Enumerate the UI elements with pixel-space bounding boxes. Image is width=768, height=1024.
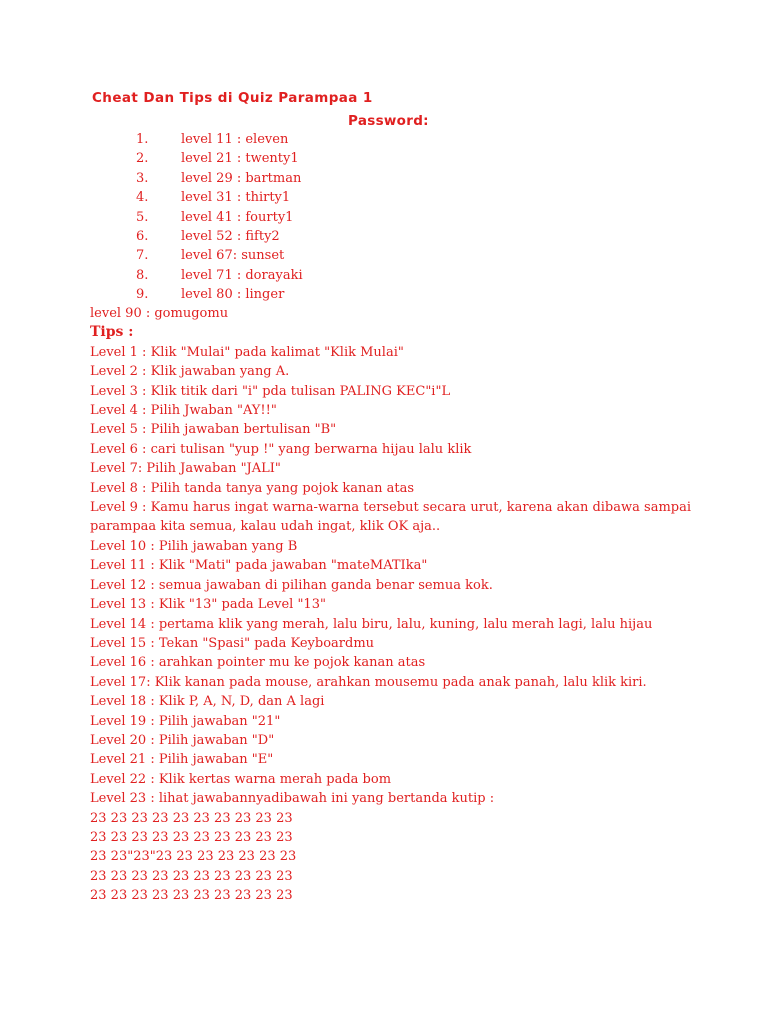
tips-list (90, 343, 750, 809)
number-grid (90, 809, 750, 906)
password-text: level 67: sunset (181, 248, 285, 264)
tips-heading: Tips : (90, 324, 134, 341)
tip-line: Level 14 : pertama klik yang merah, lalu biru, lalu, kuning, lalu merah lagi, lalu hijau (90, 616, 653, 632)
password-number: 9. (136, 287, 149, 303)
number-row: 23 23 23 23 23 23 23 23 23 23 (90, 829, 293, 845)
tip-line: Level 15 : Tekan "Spasi" pada Keyboardmu (90, 635, 375, 651)
extra-password-line: level 90 : gomugomu (90, 306, 229, 321)
password-text: level 11 : eleven (181, 132, 289, 147)
tip-line: Level 4 : Pilih Jwaban "AY!!" (90, 403, 277, 419)
tip-line: Level 19 : Pilih jawaban "21" (90, 713, 281, 729)
password-list (0, 130, 700, 305)
number-row: 23 23 23 23 23 23 23 23 23 23 (90, 888, 293, 904)
password-number: 3. (136, 170, 149, 186)
password-text: level 71 : dorayaki (181, 267, 303, 283)
password-number: 7. (136, 248, 149, 264)
password-number: 6. (136, 228, 149, 244)
tip-line: Level 6 : cari tulisan "yup !" yang berwarna hijau lalu klik (90, 441, 472, 457)
tip-line: Level 12 : semua jawaban di pilihan ganda benar semua kok. (90, 577, 493, 593)
tip-line: Level 11 : Klik "Mati" pada jawaban "mateMATIka" (90, 558, 428, 574)
password-item (0, 246, 700, 265)
tip-line: Level 22 : Klik kertas warna merah pada bom (90, 771, 392, 787)
password-item (0, 266, 700, 285)
tip-line: Level 2 : Klik jawaban yang A. (90, 364, 290, 380)
password-item (0, 227, 700, 246)
password-item (0, 208, 700, 227)
document-body (90, 304, 750, 906)
password-item (0, 149, 700, 168)
tip-line: Level 16 : arahkan pointer mu ke pojok kanan atas (90, 655, 426, 671)
tip-line: Level 10 : Pilih jawaban yang B (90, 538, 298, 554)
password-text: level 41 : fourty1 (181, 209, 294, 225)
password-item (0, 130, 700, 149)
tip-line: Level 13 : Klik "13" pada Level "13" (90, 597, 326, 613)
number-row: 23 23 23 23 23 23 23 23 23 23 (90, 868, 293, 884)
password-item (0, 188, 700, 207)
password-text: level 31 : thirty1 (181, 190, 291, 206)
password-item (0, 169, 700, 188)
password-text: level 80 : linger (181, 287, 285, 303)
password-item (0, 285, 700, 304)
tip-line: Level 23 : lihat jawabannyadibawah ini yang bertanda kutip : (90, 791, 495, 807)
tip-line: Level 17: Klik kanan pada mouse, arahkan mousemu pada anak panah, lalu klik kiri. (90, 674, 647, 690)
password-number: 4. (136, 190, 149, 206)
tip-line: Level 21 : Pilih jawaban "E" (90, 752, 274, 768)
tip-line: Level 3 : Klik titik dari "i" pda tulisan PALING KEC"i"L (90, 383, 451, 399)
number-row: 23 23"23"23 23 23 23 23 23 23 (90, 849, 297, 865)
password-number: 8. (136, 267, 149, 283)
password-number: 2. (136, 151, 149, 167)
tip-line: Level 18 : Klik P, A, N, D, dan A lagi (90, 694, 325, 710)
number-row: 23 23 23 23 23 23 23 23 23 23 (90, 810, 293, 826)
tip-line: Level 9 : Kamu harus ingat warna-warna tersebut secara urut, karena akan dibawa sampai parampaa kita semua, kalau udah ingat, klik OK aja.. (90, 500, 691, 535)
tip-line: Level 7: Pilih Jawaban "JALI" (90, 461, 281, 477)
tip-line: Level 1 : Klik "Mulai" pada kalimat "Klik Mulai" (90, 344, 404, 360)
tip-line: Level 8 : Pilih tanda tanya yang pojok kanan atas (90, 480, 415, 496)
document-title: Cheat Dan Tips di Quiz Parampaa 1 (92, 90, 373, 106)
tip-line: Level 5 : Pilih jawaban bertulisan "B" (90, 422, 337, 438)
password-text: level 52 : fifty2 (181, 228, 280, 244)
password-text: level 21 : twenty1 (181, 151, 299, 167)
password-text: level 29 : bartman (181, 170, 302, 186)
password-number: 1. (136, 132, 149, 147)
tip-line: Level 20 : Pilih jawaban "D" (90, 732, 275, 748)
password-number: 5. (136, 209, 149, 225)
password-heading: Password: (348, 113, 429, 129)
